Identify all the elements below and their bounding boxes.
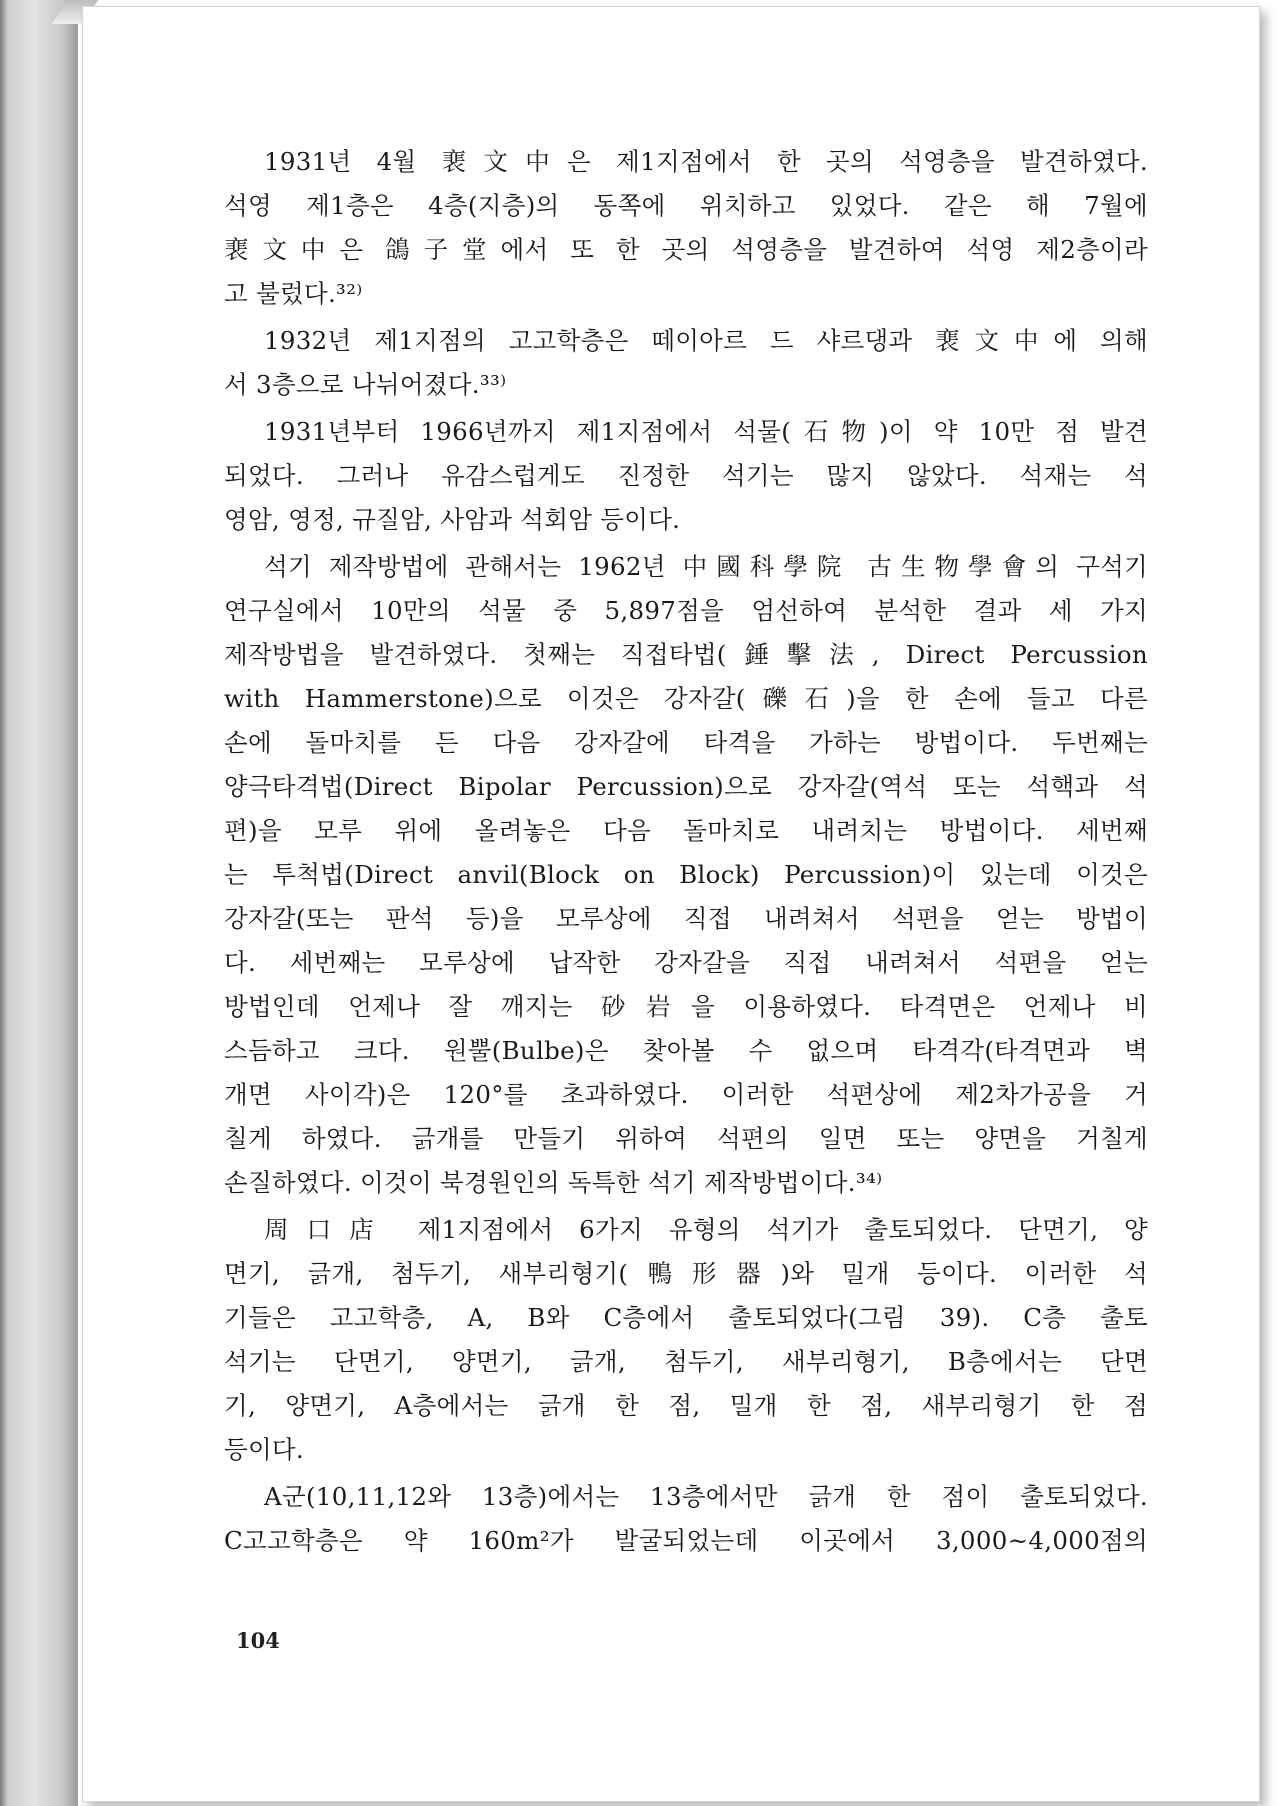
- text-line: 1931년 4월 裵文中은 제1지점에서 한 곳의 석영층을 발견하였다.: [264, 147, 1148, 176]
- text-line: 방법인데 언제나 잘 깨지는 砂岩을 이용하였다. 타격면은 언제나 비: [224, 992, 1148, 1021]
- paragraph: [224, 1475, 1148, 1563]
- text-line: 1932년 제1지점의 고고학층은 떼이아르 드 샤르댕과 裵文中에 의해: [264, 326, 1148, 355]
- text-line: 손에 돌마치를 든 다음 강자갈에 타격을 가하는 방법이다. 두번째는: [224, 728, 1148, 757]
- paragraph: [224, 319, 1148, 407]
- text-line: 양극타격법(Direct Bipolar Percussion)으로 강자갈(역석 또는 석핵과 석: [224, 772, 1148, 801]
- text-line: 서 3층으로 나뉘어졌다.³³⁾: [224, 370, 507, 399]
- text-line: 는 투척법(Direct anvil(Block on Block) Percussion)이 있는데 이것은: [224, 860, 1148, 889]
- text-line: 1931년부터 1966년까지 제1지점에서 석물(石物)이 약 10만 점 발견: [264, 417, 1148, 446]
- paragraph: [224, 410, 1148, 542]
- book-spine: [0, 0, 78, 1806]
- text-line: 면기, 긁개, 첨두기, 새부리형기(鴨形器)와 밀개 등이다. 이러한 석: [224, 1259, 1148, 1288]
- text-line: 裵文中은 鴿子堂에서 또 한 곳의 석영층을 발견하여 석영 제2층이라: [224, 235, 1148, 264]
- text-line: 기, 양면기, A층에서는 긁개 한 점, 밀개 한 점, 새부리형기 한 점: [224, 1391, 1148, 1420]
- text-line: 되었다. 그러나 유감스럽게도 진정한 석기는 많지 않았다. 석재는 석: [224, 461, 1148, 490]
- text-line: 기들은 고고학층, A, B와 C층에서 출토되었다(그림 39). C층 출토: [224, 1303, 1148, 1332]
- text-line: 스듬하고 크다. 원뿔(Bulbe)은 찾아볼 수 없으며 타격각(타격면과 벽: [224, 1036, 1148, 1065]
- text-line: 영암, 영정, 규질암, 사암과 석회암 등이다.: [224, 505, 681, 534]
- text-line: 석영 제1층은 4층(지층)의 동쪽에 위치하고 있었다. 같은 해 7월에: [224, 191, 1148, 220]
- text-line: A군(10,11,12와 13층)에서는 13층에서만 긁개 한 점이 출토되었다.: [264, 1482, 1148, 1511]
- text-line: 석기는 단면기, 양면기, 긁개, 첨두기, 새부리형기, B층에서는 단면: [224, 1347, 1148, 1376]
- text-line: 周口店 제1지점에서 6가지 유형의 석기가 출토되었다. 단면기, 양: [264, 1215, 1148, 1244]
- text-line: 강자갈(또는 판석 등)을 모루상에 직접 내려쳐서 석편을 얻는 방법이: [224, 904, 1148, 933]
- text-line: 손질하였다. 이것이 북경원인의 독특한 석기 제작방법이다.³⁴⁾: [224, 1168, 883, 1197]
- text-line: 제작방법을 발견하였다. 첫째는 직접타법(錘擊法, Direct Percussion: [224, 640, 1148, 669]
- text-line: 편)을 모루 위에 올려놓은 다음 돌마치로 내려치는 방법이다. 세번째: [224, 816, 1148, 845]
- text-line: 개면 사이각)은 120°를 초과하였다. 이러한 석편상에 제2차가공을 거: [224, 1080, 1148, 1109]
- text-line: with Hammerstone)으로 이것은 강자갈(礫石)을 한 손에 들고 다른: [224, 684, 1148, 713]
- text-line: 다. 세번째는 모루상에 납작한 강자갈을 직접 내려쳐서 석편을 얻는: [224, 948, 1148, 977]
- text-line: 고 불렀다.³²⁾: [224, 279, 363, 308]
- text-line: 칠게 하였다. 긁개를 만들기 위하여 석편의 일면 또는 양면을 거칠게: [224, 1124, 1148, 1153]
- text-line: 석기 제작방법에 관해서는 1962년 中國科學院 古生物學會의 구석기: [264, 552, 1148, 581]
- body-text: [224, 140, 1148, 1566]
- paragraph: [224, 545, 1148, 1205]
- paragraph: [224, 140, 1148, 316]
- page-number: 104: [236, 1628, 280, 1653]
- text-line: 등이다.: [224, 1435, 304, 1464]
- text-line: 연구실에서 10만의 석물 중 5,897점을 엄선하여 분석한 결과 세 가지: [224, 596, 1148, 625]
- paragraph: [224, 1208, 1148, 1472]
- text-line: C고고학층은 약 160m²가 발굴되었는데 이곳에서 3,000~4,000점의: [224, 1526, 1148, 1555]
